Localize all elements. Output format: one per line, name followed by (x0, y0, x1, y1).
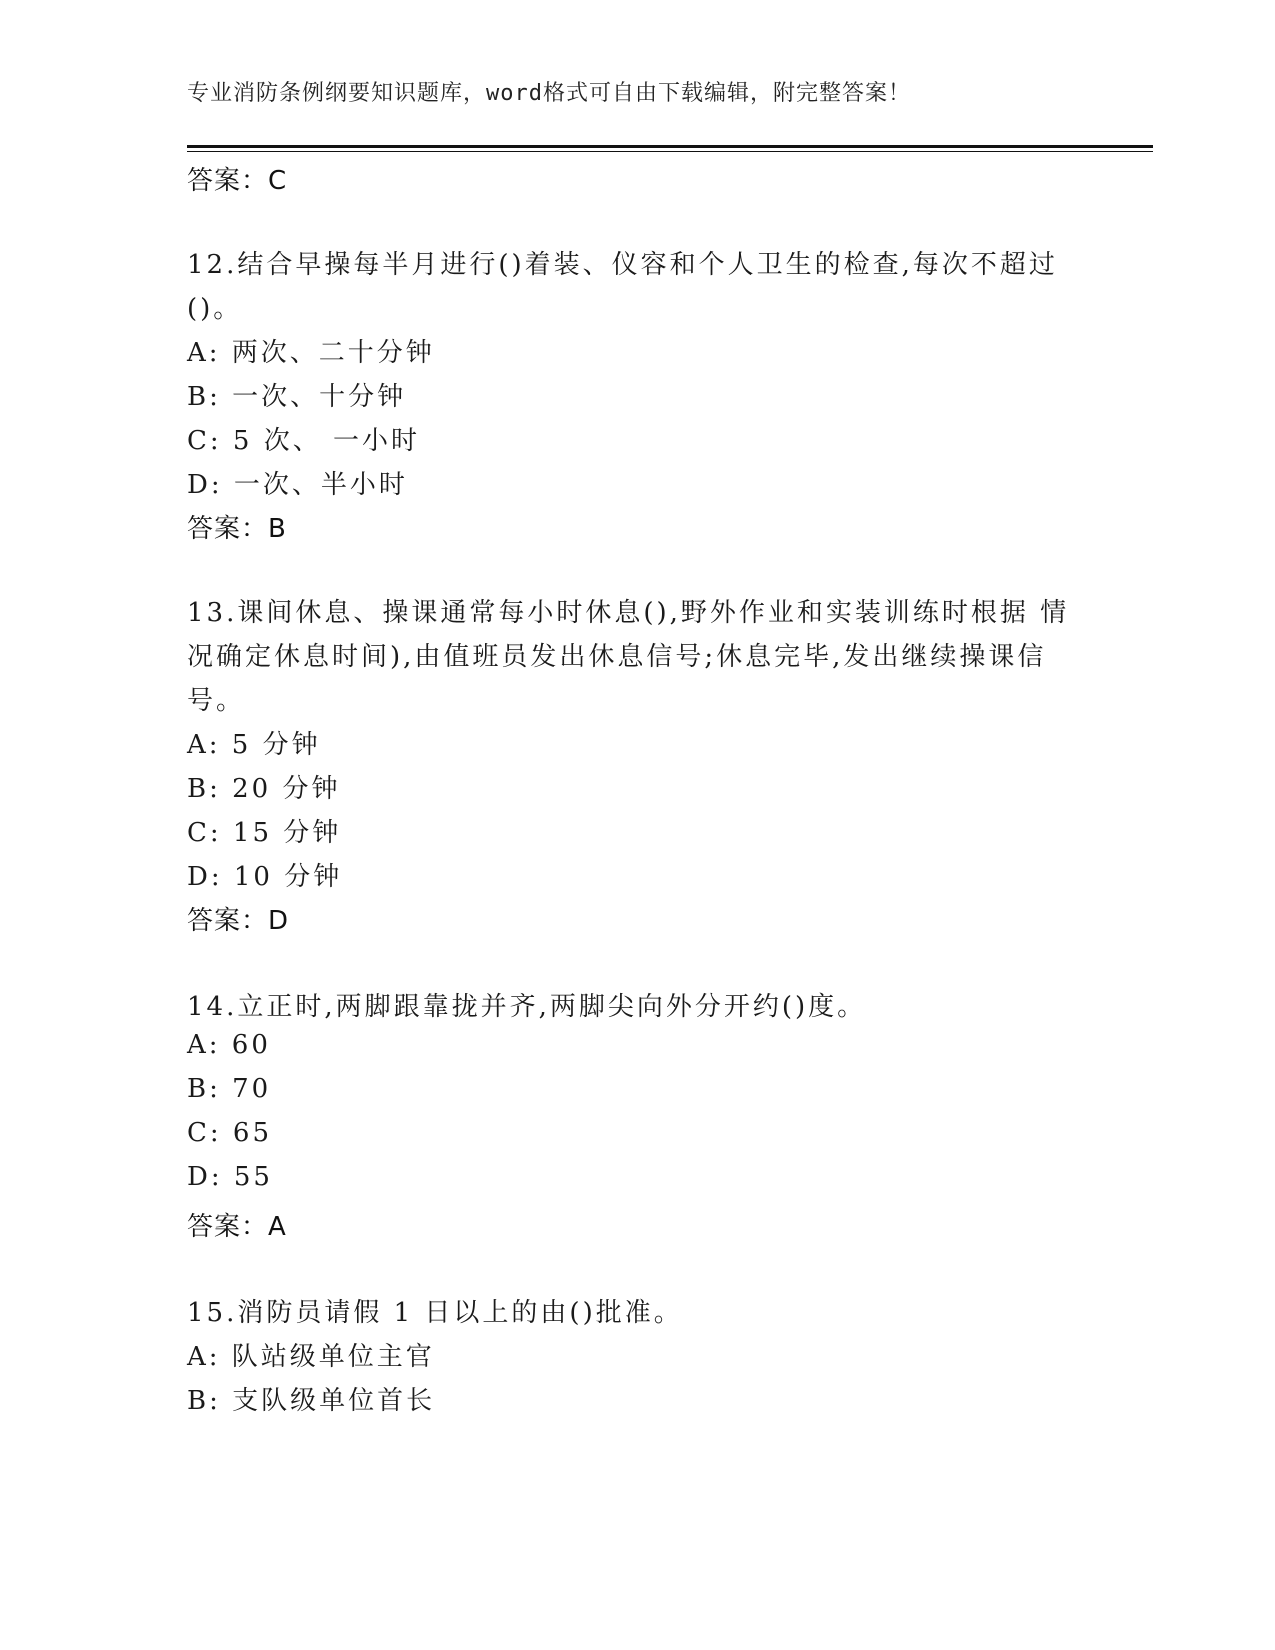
answer: 答案：A (187, 1212, 287, 1242)
question-stem: 15.消防员请假 1 日以上的由()批准。 (187, 1298, 683, 1328)
option-c: C: 5 次、 一小时 (187, 426, 420, 456)
option-d: D: 一次、半小时 (187, 470, 408, 500)
option-b: B: 70 (187, 1074, 272, 1104)
answer: 答案：B (187, 514, 287, 544)
option-a: A: 队站级单位主官 (187, 1342, 435, 1372)
option-d: D: 10 分钟 (187, 862, 343, 892)
question-stem: ()。 (187, 294, 243, 324)
option-c: C: 15 分钟 (187, 818, 342, 848)
page-header: 专业消防条例纲要知识题库，word格式可自由下载编辑，附完整答案！ (187, 81, 911, 106)
option-a: A: 两次、二十分钟 (187, 338, 435, 368)
option-b: B: 20 分钟 (187, 774, 341, 804)
option-a: A: 5 分钟 (187, 730, 321, 760)
header-divider-thin (187, 151, 1153, 152)
question-stem: 况确定休息时间),由值班员发出休息信号;休息完毕,发出继续操课信 (187, 642, 1047, 672)
question-stem: 14.立正时,两脚跟靠拢并齐,两脚尖向外分开约()度。 (187, 992, 867, 1022)
question-stem: 13.课间休息、操课通常每小时休息(),野外作业和实装训练时根据 情 (187, 598, 1070, 628)
question-stem: 12.结合早操每半月进行()着装、仪容和个人卫生的检查,每次不超过 (187, 250, 1058, 280)
option-b: B: 一次、十分钟 (187, 382, 407, 412)
answer: 答案：D (187, 906, 290, 936)
option-a: A: 60 (187, 1030, 271, 1060)
header-divider-thick (187, 145, 1153, 148)
option-d: D: 55 (187, 1162, 273, 1192)
option-c: C: 65 (187, 1118, 273, 1148)
previous-answer: 答案：C (187, 166, 288, 196)
option-b: B: 支队级单位首长 (187, 1386, 436, 1416)
question-stem: 号。 (187, 686, 246, 716)
